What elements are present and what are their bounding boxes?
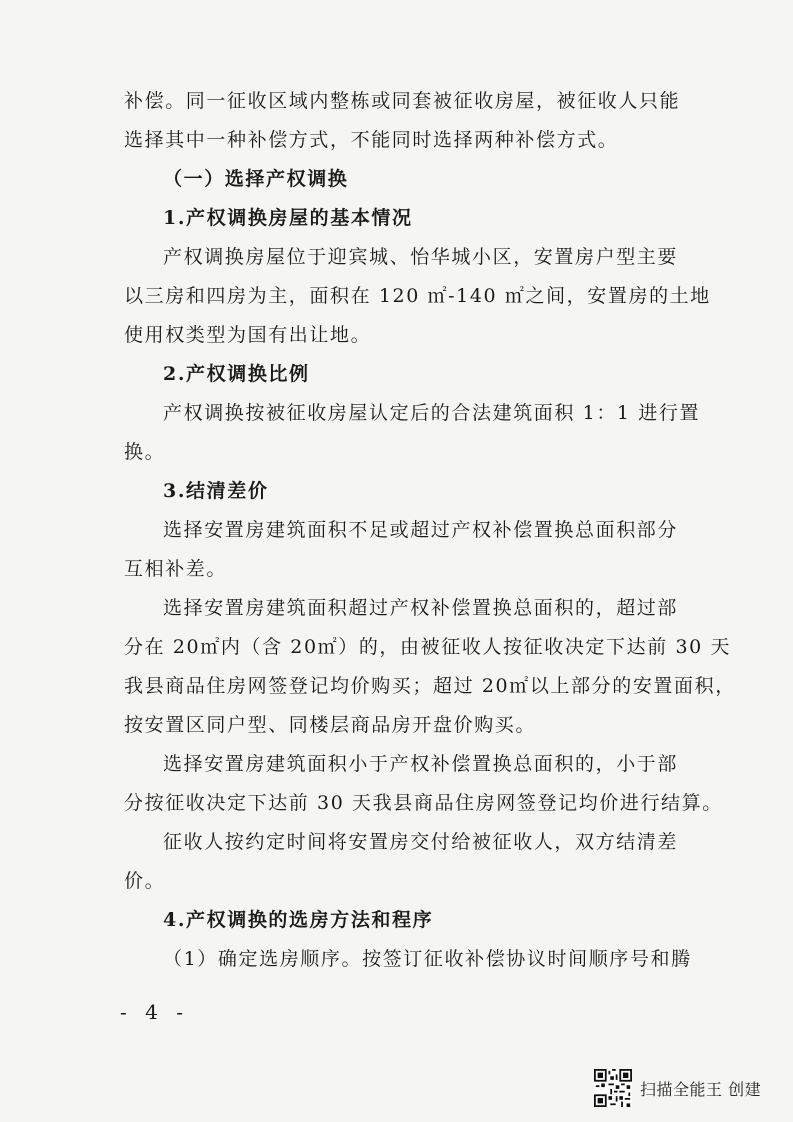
paragraph-line: 以三房和四房为主，面积在 120 ㎡-140 ㎡之间，安置房的土地 (124, 285, 711, 307)
paragraph-line: 价。 (124, 870, 166, 892)
subsection-heading: 1.产权调换房屋的基本情况 (163, 207, 413, 229)
paragraph-line: 选择安置房建筑面积不足或超过产权补偿置换总面积部分 (163, 519, 679, 541)
paragraph-line: 互相补差。 (124, 558, 228, 580)
section-heading: （一）选择产权调换 (163, 168, 349, 190)
subsection-heading: 2.产权调换比例 (163, 363, 310, 385)
paragraph-line: 分按征收决定下达前 30 天我县商品住房网签登记均价进行结算。 (124, 792, 723, 814)
paragraph-line: 分在 20㎡内（含 20㎡）的，由被征收人按征收决定下达前 30 天 (124, 636, 732, 658)
subsection-heading: 4.产权调换的选房方法和程序 (163, 909, 434, 931)
paragraph-line: 选择其中一种补偿方式，不能同时选择两种补偿方式。 (124, 129, 619, 151)
paragraph-line: 按安置区同户型、同楼层商品房开盘价购买。 (124, 714, 537, 736)
paragraph-line: 使用权类型为国有出让地。 (124, 324, 372, 346)
paragraph-line: （1）确定选房顺序。按签订征收补偿协议时间顺序号和腾 (163, 948, 692, 970)
scanner-label: 扫描全能王 创建 (640, 1079, 762, 1099)
qr-code-icon (594, 1069, 632, 1107)
page-number: - 4 - (120, 1000, 189, 1024)
paragraph-line: 选择安置房建筑面积超过产权补偿置换总面积的，超过部 (163, 597, 679, 619)
paragraph-line: 我县商品住房网签登记均价购买；超过 20㎡以上部分的安置面积， (124, 675, 736, 697)
paragraph-line: 产权调换房屋位于迎宾城、怡华城小区，安置房户型主要 (163, 246, 679, 268)
subsection-heading: 3.结清差价 (163, 480, 269, 502)
scanner-watermark (594, 1068, 761, 1108)
paragraph-line: 产权调换按被征收房屋认定后的合法建筑面积 1：1 进行置 (163, 402, 701, 424)
paragraph-line: 征收人按约定时间将安置房交付给被征收人，双方结清差 (163, 831, 679, 853)
paragraph-line: 换。 (124, 441, 166, 463)
paragraph-line: 选择安置房建筑面积小于产权补偿置换总面积的，小于部 (163, 753, 679, 775)
paragraph-line: 补偿。同一征收区域内整栋或同套被征收房屋，被征收人只能 (124, 90, 681, 112)
